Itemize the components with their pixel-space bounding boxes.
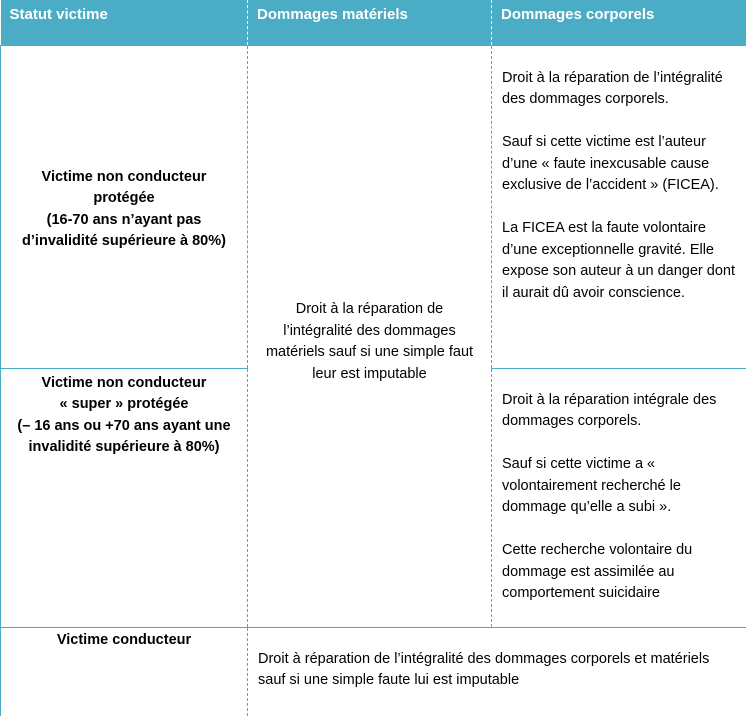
corporels-paragraph: Sauf si cette victime est l’auteur d’une « faute inexcusable cause exclusive de l’accident » (FICEA). <box>502 134 719 193</box>
status-line: « super » protégée <box>59 396 189 412</box>
status-line: Victime non conducteur <box>41 168 207 185</box>
header-dommages-corporels: Dommages corporels <box>492 0 746 45</box>
table-header <box>1 0 746 45</box>
status-cell-protegee <box>1 45 248 368</box>
header-dommages-materiels: Dommages matériels <box>248 0 492 45</box>
corporels-paragraph: Droit à la réparation de l’intégralité des dommages corporels. <box>502 69 723 107</box>
corporels-paragraph: Sauf si cette victime a « volontairement recherché le dommage qu’elle a subi ». <box>502 456 681 515</box>
status-line: (– 16 ans ou +70 ans ayant une <box>17 417 231 434</box>
table-row-protegee <box>1 45 746 368</box>
conducteur-dommages-cell: Droit à réparation de l’intégralité des dommages corporels et matériels sauf si une simple faute lui est imputable <box>248 627 746 716</box>
corporels-paragraph: La FICEA est la faute volontaire d’une exceptionnelle gravité. Elle expose son auteur à un danger dont il aurait dû avoir conscience. <box>502 220 735 301</box>
corporels-paragraph: Cette recherche volontaire du dommage est assimilée au comportement suicidaire <box>502 542 693 601</box>
status-cell-conducteur: Victime conducteur <box>1 627 248 716</box>
materiels-cell-non-conducteur <box>248 45 492 627</box>
corporels-cell-super-protegee <box>492 368 746 627</box>
status-cell-super-protegee <box>1 368 248 627</box>
corporels-paragraph: Droit à la réparation intégrale des dommages corporels. <box>502 391 717 429</box>
status-line: (16-70 ans n’ayant pas <box>46 211 202 228</box>
materiels-text: Droit à la réparation de l’intégralité des dommages matériels sauf si une simple faut leur est imputable <box>265 301 474 382</box>
status-line: protégée <box>93 190 155 206</box>
status-line: invalidité supérieure à 80%) <box>28 439 220 455</box>
corporels-cell-protegee <box>492 45 746 368</box>
header-statut-victime: Statut victime <box>1 0 248 45</box>
header-row <box>1 0 746 45</box>
table-row-conducteur <box>1 627 746 716</box>
status-line: Victime non conducteur <box>41 374 207 391</box>
status-line: d’invalidité supérieure à 80%) <box>22 233 226 249</box>
